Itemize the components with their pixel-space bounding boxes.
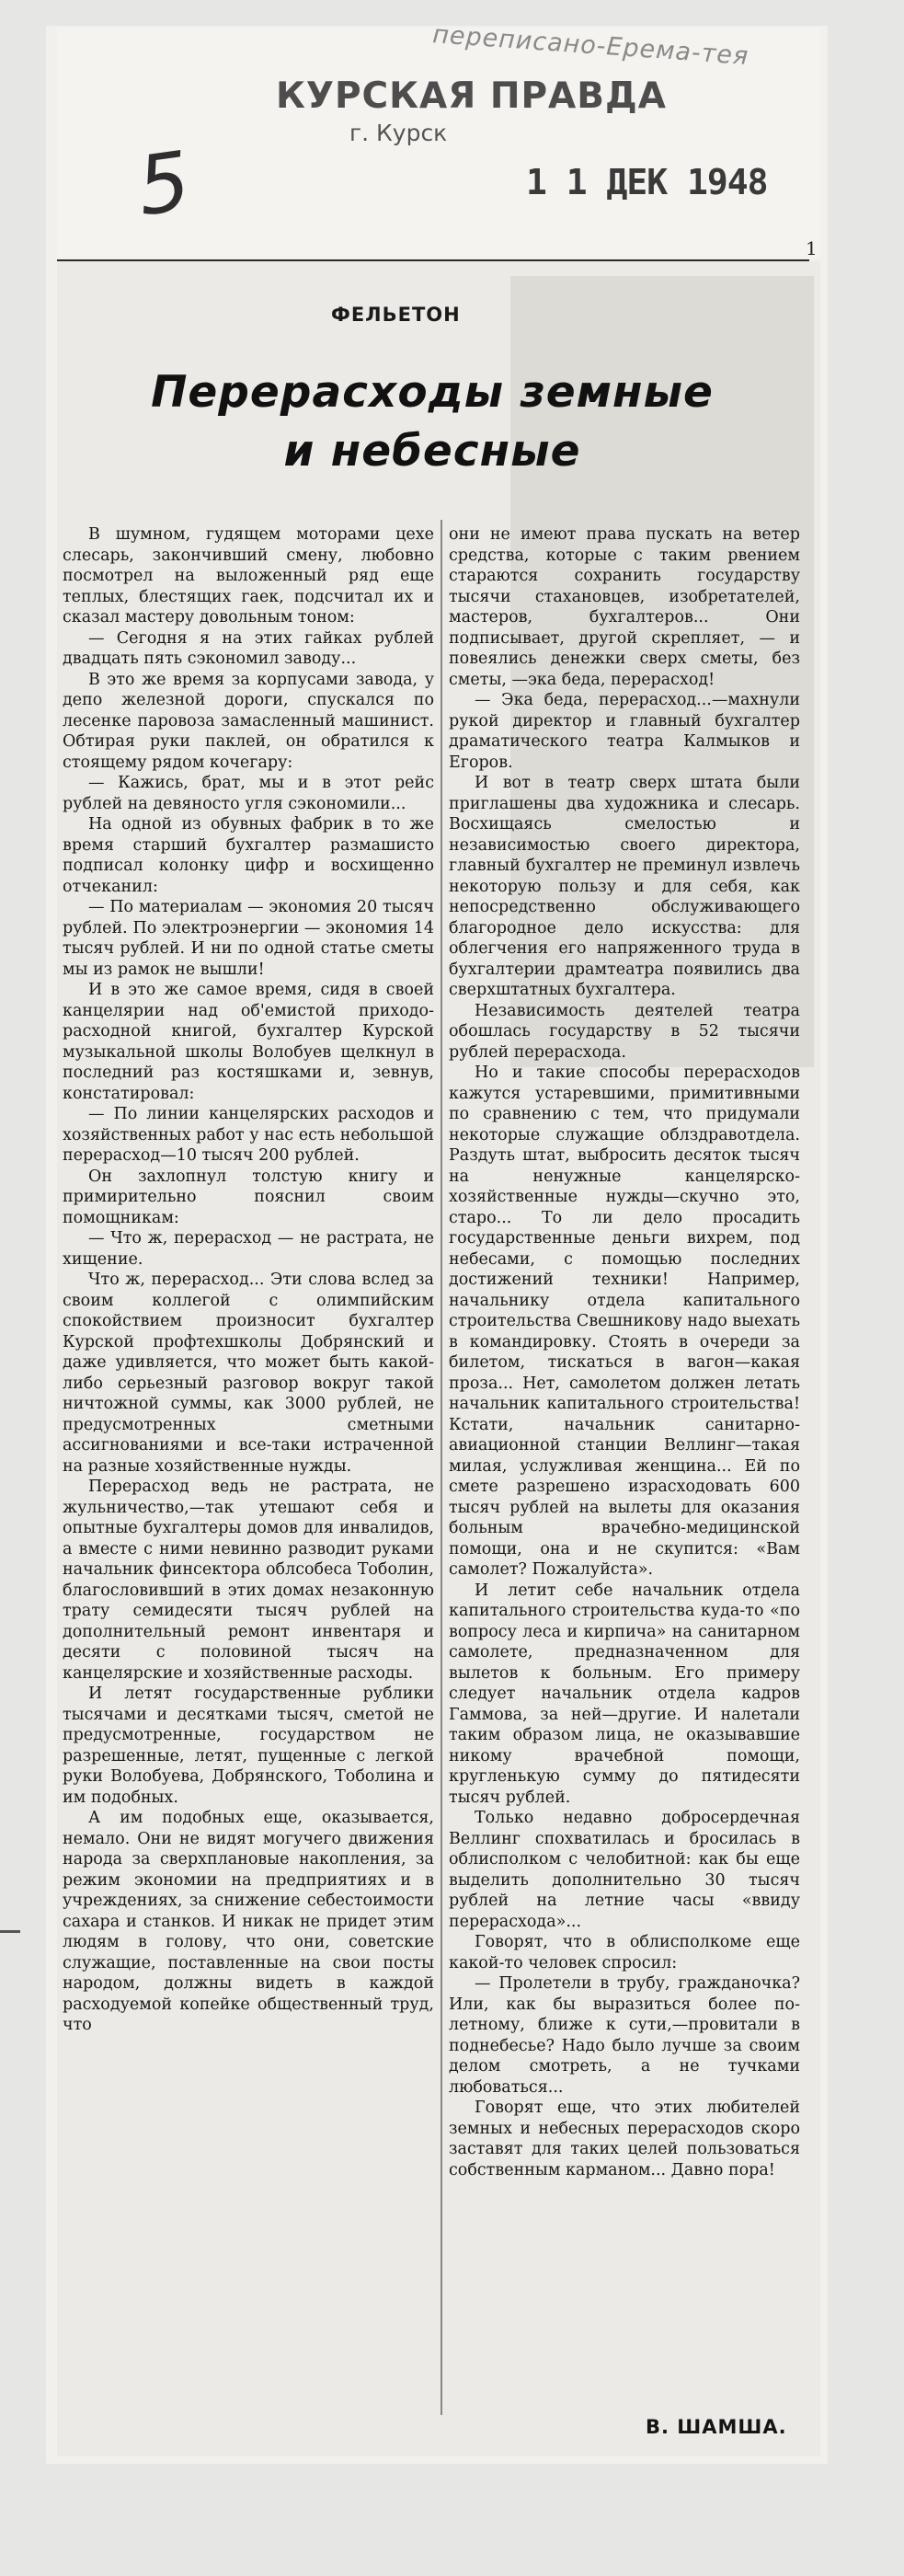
paragraph: И в это же самое время, сидя в своей канцелярии над об'емистой приходо-расходной книгой, бухгалтер Курской музыкальной школы Волобуев щелкнул в последний раз костяшками и, зевнув, констатировал: bbox=[63, 981, 434, 1103]
paragraph: Но и такие способы перерасходов кажутся устаревшими, примитивными по сравнению с тем, что придумали некоторые служащие облздравотдела. Раздуть штат, выбросить десяток тысяч на ненужные канцелярско-хозяйственные нужды—скучно это, старо... То ли дело просадить государственные деньги вихрем, под небесами, с помощью последних достижений техники! Например, начальнику отдела капитального строительства Свешникову надо выехать в командировку. Стоять в очереди за билетом, тискаться в вагон—какая проза... Нет, самолетом должен летать начальник капитального строительства! Кстати, начальник санитарно-авиационной станции Веллинг—такая милая, услужливая женщина... Ей по смете разрешено израсходовать 600 тысяч рублей на вылеты для оказания больным врачебно-медицинской помощи, она и не скупится: «Вам самолет? Пожалуйста». bbox=[449, 1064, 800, 1579]
paragraph: И летит себе начальник отдела капитального строительства куда-то «по вопросу леса и кирпича» на санитарном самолете, предназначенном для вылетов к больным. Его примеру следует начальник отдела кадров Гаммова, за ней—другие. И налетали таким образом лица, не оказывавшие никому врачебной помощи, кругленькую сумму до пятидесяти тысяч рублей. bbox=[449, 1581, 800, 1807]
paragraph: — Пролетели в трубу, гражданочка? Или, как бы выразиться более по-летному, ближе к сути,—провитали в поднебесье? Надо было лучше за своим делом смотреть, а не тучками любоваться... bbox=[449, 1974, 800, 2097]
handwritten-note: переписано-Ерема-тея bbox=[431, 20, 750, 71]
paragraph: На одной из обувных фабрик в то же время старший бухгалтер размашисто подписал колонку цифр и восхищенно отчеканил: bbox=[63, 815, 434, 896]
paragraph: Независимость деятелей театра обошлась государству в 52 тысячи рублей перерасхода. bbox=[449, 1001, 800, 1062]
paragraph: — По материалам — экономия 20 тысяч рублей. По электроэнергии — экономия 14 тысяч рублей. И ни по одной статье сметы мы из рамок не вышли! bbox=[63, 898, 434, 979]
article-rubric: ФЕЛЬЕТОН bbox=[331, 304, 461, 326]
paragraph: И вот в театр сверх штата были приглашены два художника и слесарь. Восхищаясь смелостью и независимостью своего директора, главный бухгалтер не преминул извлечь некоторую пользу и для себя, как непосредственно обслуживающего благородное дело искусства: для облегчения его напряженного труда в бухгалтерии драмтеатра появились два сверхштатных бухгалтера. bbox=[449, 774, 800, 999]
paragraph: Он захлопнул толстую книгу и примирительно пояснил своим помощникам: bbox=[63, 1167, 434, 1227]
scan-edge-mark bbox=[0, 1930, 20, 1933]
paragraph: Что ж, перерасход... Эти слова вслед за своим коллегой с олимпийским спокойствием произносит бухгалтер Курской профтехшколы Добрянский и даже удивляется, что может быть какой-либо серьезный разговор вокруг такой ничтожной суммы, как 3000 рублей, не предусмотренных сметными ассигнованиями и все-таки истраченной на разные хозяйственные нужды. bbox=[63, 1271, 434, 1476]
column-divider bbox=[441, 520, 442, 2415]
handwritten-page-number: 5 bbox=[132, 132, 196, 235]
paragraph: В это же время за корпусами завода, у депо железной дороги, спускался по лесенке паровоза замасленный машинист. Обтирая руки паклей, он обратился к стоящему рядом кочегару: bbox=[63, 670, 434, 772]
paragraph: И летят государственные рублики тысячами и десятками тысяч, сметой не предусмотренные, государством не разрешенные, летят, пущенные с легкой руки Волобуева, Добрянского, Тоболина и им подобных. bbox=[63, 1685, 434, 1807]
paragraph: — Кажись, брат, мы и в этот рейс рублей на девяносто угля сэкономили... bbox=[63, 774, 434, 813]
sheet-mark: 1 bbox=[806, 237, 818, 259]
paragraph: В шумном, гудящем моторами цехе слесарь, закончивший смену, любовно посмотрел на выложенный ряд еще теплых, блестящих гаек, подсчитал их и сказал мастеру довольным тоном: bbox=[63, 525, 434, 627]
headline-line-2: и небесные bbox=[283, 426, 581, 477]
paragraph: — По линии канцелярских расходов и хозяйственных работ у нас есть небольшой перерасход—10 тысяч 200 рублей. bbox=[63, 1105, 434, 1165]
paragraph: Говорят еще, что этих любителей земных и небесных перерасходов скоро заставят для таких целей пользоваться собственным карманом... Давно пора! bbox=[449, 2099, 800, 2179]
paragraph: — Что ж, перерасход — не растрата, не хищение. bbox=[63, 1229, 434, 1269]
paragraph: Только недавно добросердечная Веллинг спохватилась и бросилась в облисполком с челобитной: как бы еще выделить дополнительно 30 тысяч рублей на летние часы «ввиду перерасхода»... bbox=[449, 1809, 800, 1931]
article-column-1 bbox=[63, 524, 434, 2036]
newspaper-stamp-city: г. Курск bbox=[349, 120, 448, 146]
paragraph: — Эка беда, перерасход...—махнули рукой директор и главный бухгалтер драматического театра Калмыков и Егоров. bbox=[449, 691, 800, 772]
headline-line-1: Перерасходы земные bbox=[151, 367, 714, 418]
newspaper-stamp-title: КУРСКАЯ ПРАВДА bbox=[276, 75, 667, 117]
date-stamp: 1 1 ДЕК 1948 bbox=[526, 162, 768, 202]
article-headline bbox=[147, 363, 717, 481]
paragraph: Перерасход ведь не растрата, не жульничество,—так утешают себя и опытные бухгалтеры домов для инвалидов, а вместе с ними невинно разводит руками начальник финсектора облсобеса Тоболин, благословивший в этих домах незаконную трату семидесяти тысяч рублей на дополнительный ремонт инвентаря и десяти с половиной тысяч на канцелярские и хозяйственные расходы. bbox=[63, 1478, 434, 1683]
paragraph: А им подобных еще, оказывается, немало. Они не видят могучего движения народа за сверхплановые накопления, за режим экономии на предприятиях и в учреждениях, за снижение себестоимости сахара и станков. И никак не придет этим людям в голову, что они, советские служащие, поставленные на свои посты народом, должны видеть в каждой расходуемой копейке общественный труд, что bbox=[63, 1809, 434, 2034]
paragraph: они не имеют права пускать на ветер средства, которые с таким рвением стараются сохранить государству тысячи стахановцев, изобретателей, мастеров, бухгалтеров... Они подписывает, другой скрепляет, — и повеялись денежки сверх сметы, без сметы, —эка беда, перерасход! bbox=[449, 525, 800, 689]
article-column-2 bbox=[449, 524, 800, 2180]
author-signature: В. ШАМША. bbox=[646, 2416, 787, 2438]
paragraph: Говорят, что в облисполкоме еще какой-то человек спросил: bbox=[449, 1933, 800, 1972]
paragraph: — Сегодня я на этих гайках рублей двадцать пять сэкономил заводу... bbox=[63, 628, 434, 668]
